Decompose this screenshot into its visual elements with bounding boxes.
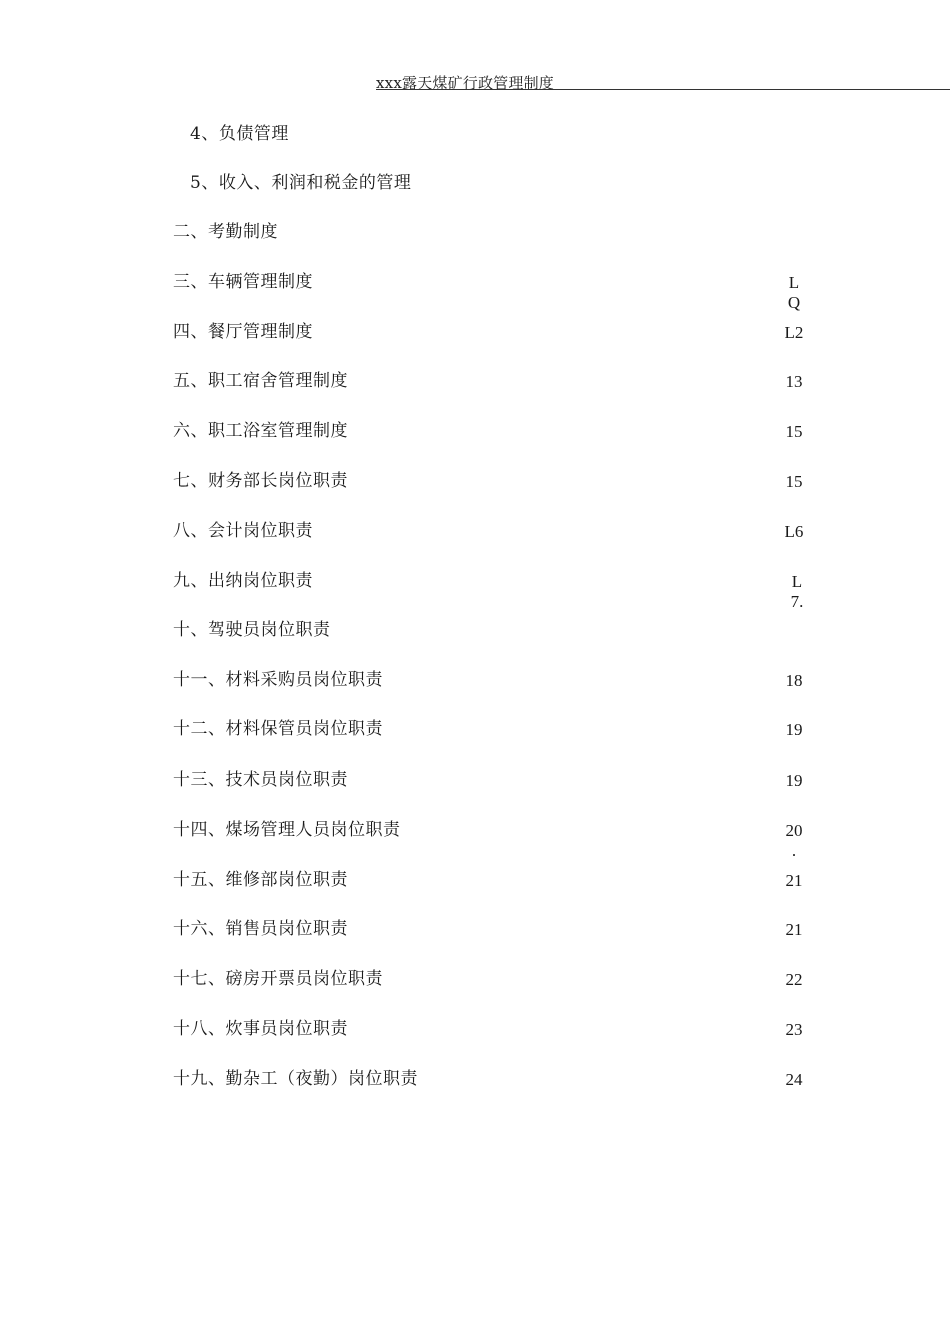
toc-entry-title: 十八、炊事员岗位职责 (173, 1019, 348, 1039)
toc-entry[interactable] (173, 619, 813, 659)
toc-entry-title: 八、会计岗位职责 (173, 521, 313, 541)
toc-entry-page: L 7. (790, 572, 804, 611)
toc-entry-title: 十二、材料保管员岗位职责 (173, 719, 383, 739)
toc-entry-page: 19 (785, 771, 803, 790)
toc-entry[interactable] (173, 221, 813, 261)
toc-entry[interactable] (190, 172, 830, 212)
toc-entry-title: 十四、煤场管理人员岗位职责 (173, 820, 401, 840)
toc-entry[interactable] (173, 321, 813, 361)
toc-entry-title: 三、车辆管理制度 (173, 272, 313, 292)
toc-entry-page: 21 (785, 920, 803, 939)
toc-entry[interactable] (173, 819, 813, 859)
toc-entry-page: L Q (787, 273, 801, 312)
toc-entry-title: 十五、维修部岗位职责 (173, 870, 348, 890)
toc-entry-title: 四、餐厅管理制度 (173, 322, 313, 342)
toc-entry-page: 13 (785, 372, 803, 391)
toc-entry[interactable] (173, 968, 813, 1008)
toc-entry-title: 十七、磅房开票员岗位职责 (173, 969, 383, 989)
toc-entry[interactable] (190, 123, 830, 163)
toc-entry[interactable] (173, 470, 813, 510)
toc-entry-page: 21 (785, 871, 803, 890)
toc-entry[interactable] (173, 420, 813, 460)
toc-entry[interactable] (173, 570, 813, 610)
toc-entry-title: 十、驾驶员岗位职责 (173, 620, 331, 640)
toc-entry-page: 15 (785, 472, 803, 491)
toc-entry[interactable] (173, 520, 813, 560)
toc-entry-page: 19 (785, 720, 803, 739)
toc-entry-page: 18 (785, 671, 803, 690)
toc-entry-title: 5、收入、利润和税金的管理 (190, 173, 412, 193)
toc-entry-title: 十三、技术员岗位职责 (173, 770, 348, 790)
document-header: xxx露天煤矿行政管理制度 (376, 74, 554, 92)
toc-entry-page: 20 . (785, 821, 803, 860)
toc-entry-title: 二、考勤制度 (173, 222, 278, 242)
toc-entry[interactable] (173, 918, 813, 958)
toc-entry-page: L6 (784, 522, 804, 541)
toc-entry[interactable] (173, 669, 813, 709)
toc-entry-page: L2 (784, 323, 804, 342)
toc-entry-page: 23 (785, 1020, 803, 1039)
toc-entry[interactable] (173, 869, 813, 909)
toc-entry-title: 五、职工宿舍管理制度 (173, 371, 348, 391)
toc-entry-page: 22 (785, 970, 803, 989)
toc-entry[interactable] (173, 370, 813, 410)
toc-entry-title: 4、负债管理 (190, 124, 289, 144)
toc-entry-title: 七、财务部长岗位职责 (173, 471, 348, 491)
toc-entry[interactable] (173, 1068, 813, 1108)
toc-entry-page: 15 (785, 422, 803, 441)
toc-entry[interactable] (173, 769, 813, 809)
toc-entry-title: 六、职工浴室管理制度 (173, 421, 348, 441)
toc-entry[interactable] (173, 271, 813, 311)
toc-entry[interactable] (173, 1018, 813, 1058)
toc-entry[interactable] (173, 718, 813, 758)
toc-entry-title: 十六、销售员岗位职责 (173, 919, 348, 939)
toc-entry-title: 九、出纳岗位职责 (173, 571, 313, 591)
toc-entry-title: 十一、材料采购员岗位职责 (173, 670, 383, 690)
toc-entry-title: 十九、勤杂工（夜勤）岗位职责 (173, 1069, 418, 1089)
toc-entry-page: 24 (785, 1070, 803, 1089)
